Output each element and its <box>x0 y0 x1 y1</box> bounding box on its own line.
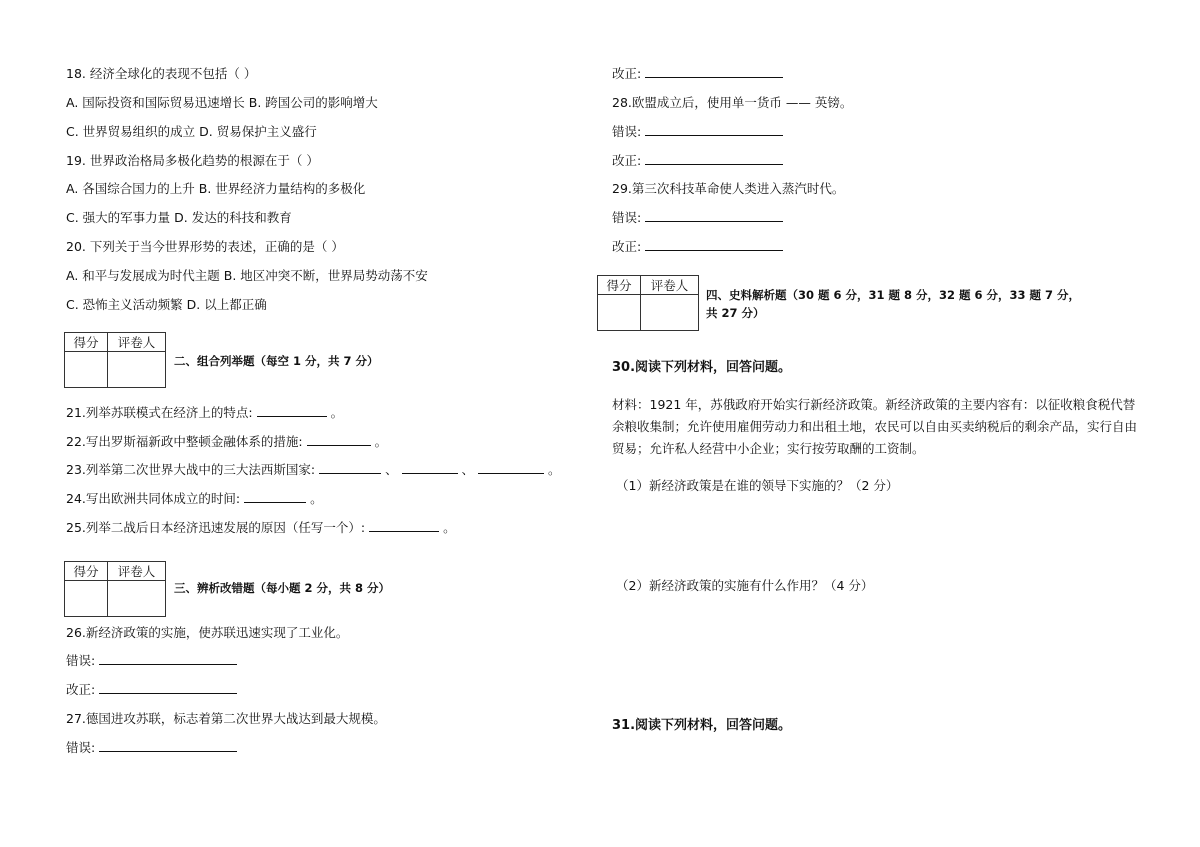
answer-blank-22[interactable] <box>307 434 371 446</box>
grader-cell[interactable] <box>641 295 699 331</box>
error-blank-28[interactable] <box>645 124 783 136</box>
score-cell[interactable] <box>65 581 108 617</box>
answer-blank-24[interactable] <box>244 491 306 503</box>
question-28-correction: 改正: <box>612 153 783 169</box>
question-27: 27.德国进攻苏联，标志着第二次世界大战达到最大规模。 <box>66 711 386 726</box>
question-19-options-ab: A. 各国综合国力的上升 B. 世界经济力量结构的多极化 <box>66 181 366 196</box>
section-4-title-line-2: 共 27 分） <box>706 306 765 320</box>
question-26: 26.新经济政策的实施，使苏联迅速实现了工业化。 <box>66 625 349 640</box>
question-29-correction: 改正: <box>612 239 783 255</box>
score-label: 得分 <box>598 276 641 295</box>
question-26-correction: 改正: <box>66 682 237 698</box>
score-cell[interactable] <box>598 295 641 331</box>
right-column <box>600 0 1200 847</box>
score-cell[interactable] <box>65 352 108 388</box>
question-19-options-cd: C. 强大的军事力量 D. 发达的科技和教育 <box>66 210 292 225</box>
grader-label: 评卷人 <box>108 562 166 581</box>
correction-blank-29[interactable] <box>645 239 783 251</box>
question-25: 25.列举二战后日本经济迅速发展的原因（任写一个）: 。 <box>66 520 456 535</box>
question-21: 21.列举苏联模式在经济上的特点: 。 <box>66 405 344 420</box>
answer-blank-25[interactable] <box>369 520 439 532</box>
answer-blank-23-3[interactable] <box>478 462 544 474</box>
score-label: 得分 <box>65 333 108 352</box>
answer-blank-21[interactable] <box>257 405 327 417</box>
question-18-options-ab: A. 国际投资和国际贸易迅速增长 B. 跨国公司的影响增大 <box>66 95 378 110</box>
question-28-error: 错误: <box>612 124 783 140</box>
question-20-options-ab: A. 和平与发展成为时代主题 B. 地区冲突不断，世界局势动荡不安 <box>66 268 428 283</box>
correction-blank-26[interactable] <box>99 682 237 694</box>
question-27-error: 错误: <box>66 740 237 756</box>
score-label: 得分 <box>65 562 108 581</box>
score-box-section-3 <box>64 561 166 617</box>
question-18: 18. 经济全球化的表现不包括（ ） <box>66 66 257 81</box>
answer-blank-23-1[interactable] <box>319 462 381 474</box>
question-23: 23.列举第二次世界大战中的三大法西斯国家: 、 、 。 <box>66 462 561 477</box>
question-30-part-2: （2）新经济政策的实施有什么作用？（4 分） <box>616 578 874 593</box>
question-19: 19. 世界政治格局多极化趋势的根源在于（ ） <box>66 153 319 168</box>
error-blank-29[interactable] <box>645 210 783 222</box>
grader-cell[interactable] <box>108 352 166 388</box>
question-24: 24.写出欧洲共同体成立的时间: 。 <box>66 491 323 506</box>
question-29-error: 错误: <box>612 210 783 226</box>
question-30-material: 材料：1921 年，苏俄政府开始实行新经济政策。新经济政策的主要内容有：以征收粮食税代替余粮收集制；允许使用雇佣劳动力和出租土地，农民可以自由买卖纳税后的剩余产品，实行自由贸易；允许私人经营中小企业；实行按劳取酬的工资制。 <box>612 397 1138 456</box>
question-29: 29.第三次科技革命使人类进入蒸汽时代。 <box>612 181 845 196</box>
question-20: 20. 下列关于当今世界形势的表述，正确的是（ ） <box>66 239 344 254</box>
grader-cell[interactable] <box>108 581 166 617</box>
section-2-title: 二、组合列举题（每空 1 分，共 7 分） <box>174 354 379 368</box>
section-4-title-line-1: 四、史料解析题（30 题 6 分，31 题 8 分，32 题 6 分，33 题 7 分， <box>706 288 1081 302</box>
error-blank-26[interactable] <box>99 653 237 665</box>
grader-label: 评卷人 <box>641 276 699 295</box>
correction-blank-28[interactable] <box>645 153 783 165</box>
answer-blank-23-2[interactable] <box>402 462 458 474</box>
section-3-title: 三、辨析改错题（每小题 2 分，共 8 分） <box>174 581 391 595</box>
question-20-options-cd: C. 恐怖主义活动频繁 D. 以上都正确 <box>66 297 267 312</box>
score-box-section-4 <box>597 275 699 331</box>
question-30-part-1: （1）新经济政策是在谁的领导下实施的？（2 分） <box>616 478 899 493</box>
error-blank-27[interactable] <box>99 740 237 752</box>
question-28: 28.欧盟成立后，使用单一货币 —— 英镑。 <box>612 95 853 110</box>
question-26-error: 错误: <box>66 653 237 669</box>
question-22: 22.写出罗斯福新政中整顿金融体系的措施: 。 <box>66 434 388 449</box>
score-box-section-2 <box>64 332 166 388</box>
correction-blank-27[interactable] <box>645 66 783 78</box>
question-18-options-cd: C. 世界贸易组织的成立 D. 贸易保护主义盛行 <box>66 124 317 139</box>
question-30: 30.阅读下列材料，回答问题。 <box>612 360 792 375</box>
question-31: 31.阅读下列材料，回答问题。 <box>612 718 792 733</box>
question-27-correction: 改正: <box>612 66 783 82</box>
grader-label: 评卷人 <box>108 333 166 352</box>
